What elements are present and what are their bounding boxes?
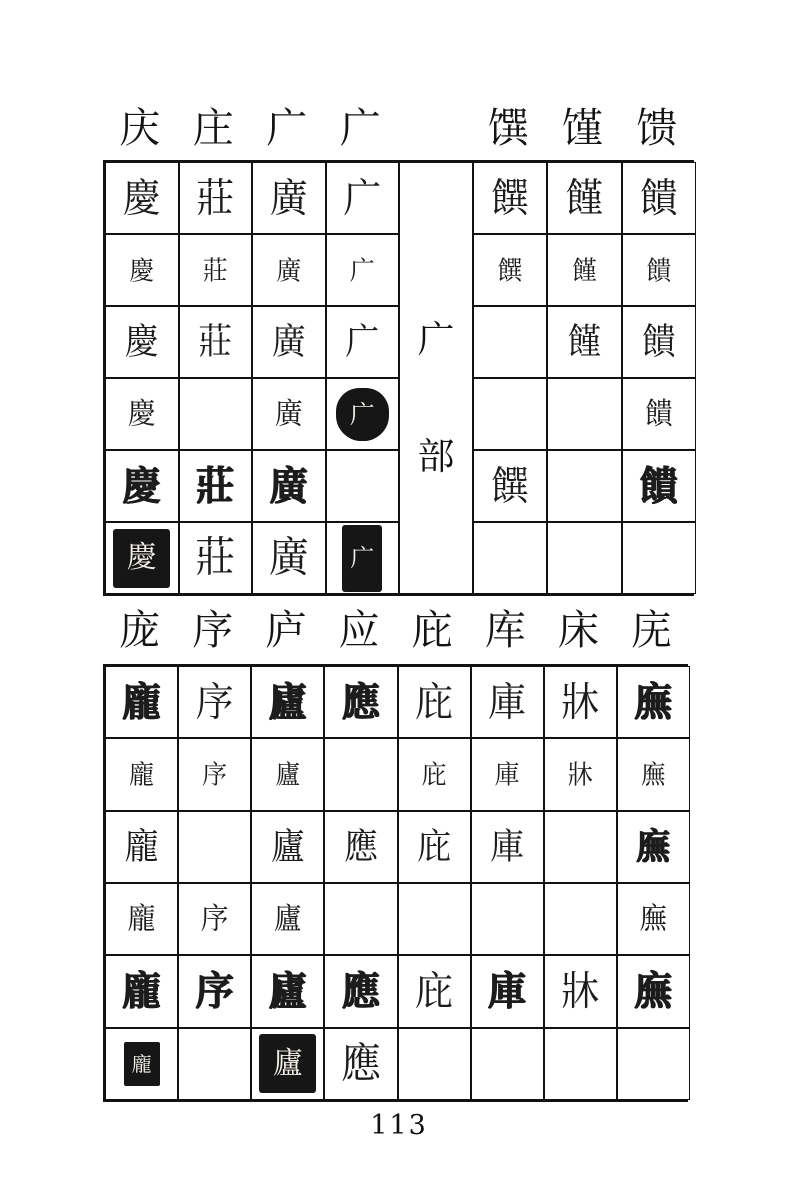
form-cell bbox=[252, 234, 326, 306]
form-cell bbox=[179, 234, 253, 306]
ancient-glyph: 饌 bbox=[497, 254, 523, 286]
form-cell bbox=[617, 811, 690, 883]
header-character: 序 bbox=[192, 605, 234, 654]
seal-glyph: 龐 bbox=[131, 1051, 152, 1076]
ancient-glyph: 慶 bbox=[122, 174, 161, 222]
form-cell bbox=[398, 811, 471, 883]
form-cell bbox=[547, 234, 621, 306]
ancient-glyph: 庇 bbox=[415, 679, 454, 726]
form-cell bbox=[105, 450, 179, 522]
header-character: 广 bbox=[266, 103, 308, 152]
seal-glyph: 慶 bbox=[126, 540, 157, 575]
ancient-glyph: 廣 bbox=[269, 174, 308, 222]
empty-form-cell bbox=[547, 522, 621, 594]
form-cell bbox=[398, 666, 471, 738]
form-cell bbox=[547, 306, 621, 378]
ancient-glyph: 饋 bbox=[646, 254, 672, 286]
form-cell bbox=[178, 955, 251, 1027]
form-cell bbox=[622, 450, 696, 522]
ancient-glyph: 饌 bbox=[491, 462, 530, 510]
ancient-glyph: 莊 bbox=[202, 254, 228, 286]
form-cell bbox=[178, 666, 251, 738]
ancient-glyph: 庫 bbox=[490, 825, 525, 868]
ancient-glyph: 莊 bbox=[195, 533, 236, 583]
empty-form-cell bbox=[398, 1028, 471, 1100]
header-character: 馈 bbox=[636, 103, 678, 152]
ancient-glyph: 庫 bbox=[488, 679, 527, 726]
form-cell bbox=[252, 306, 326, 378]
form-cell bbox=[251, 738, 324, 810]
ancient-glyph: 廡 bbox=[634, 967, 673, 1015]
empty-form-cell bbox=[622, 522, 696, 594]
ancient-glyph: 莊 bbox=[196, 174, 235, 222]
form-cell bbox=[324, 955, 397, 1027]
seal-impression bbox=[259, 1034, 316, 1093]
radical-label-char: 部 bbox=[417, 435, 455, 478]
form-cell bbox=[105, 1028, 178, 1100]
form-cell bbox=[617, 883, 690, 955]
header-character: 床 bbox=[557, 605, 599, 654]
ancient-glyph: 庇 bbox=[417, 825, 452, 868]
form-cell bbox=[473, 450, 547, 522]
ancient-glyph: 牀 bbox=[567, 759, 593, 790]
ancient-glyph: 莊 bbox=[198, 321, 233, 363]
page-number: 113 bbox=[370, 1110, 428, 1141]
form-cell bbox=[473, 234, 547, 306]
radical-section-label bbox=[399, 162, 473, 594]
form-cell bbox=[251, 811, 324, 883]
form-cell bbox=[473, 162, 547, 234]
seal-impression bbox=[336, 388, 389, 441]
seal-glyph: 广 bbox=[350, 544, 375, 572]
form-cell bbox=[398, 955, 471, 1027]
form-cell bbox=[398, 738, 471, 810]
ancient-glyph: 廡 bbox=[639, 901, 668, 936]
ancient-glyph: 應 bbox=[341, 678, 380, 726]
form-cell bbox=[324, 811, 397, 883]
form-cell bbox=[251, 955, 324, 1027]
empty-form-cell bbox=[473, 306, 547, 378]
ancient-glyph: 庇 bbox=[415, 968, 454, 1015]
ancient-glyph: 廣 bbox=[276, 254, 302, 286]
form-cell bbox=[617, 955, 690, 1027]
ancient-glyph: 廬 bbox=[268, 967, 307, 1015]
form-cell bbox=[544, 955, 617, 1027]
ancient-glyph: 龐 bbox=[122, 967, 161, 1015]
form-cell bbox=[544, 738, 617, 810]
empty-form-cell bbox=[544, 811, 617, 883]
empty-form-cell bbox=[473, 522, 547, 594]
form-cell bbox=[252, 450, 326, 522]
ancient-glyph: 廬 bbox=[270, 825, 305, 868]
empty-form-cell bbox=[473, 378, 547, 450]
form-cell bbox=[179, 306, 253, 378]
form-cell bbox=[251, 1028, 324, 1100]
ancient-glyph: 牀 bbox=[561, 968, 600, 1015]
seal-impression bbox=[113, 529, 170, 588]
form-cell bbox=[326, 306, 400, 378]
ancient-glyph: 饌 bbox=[491, 174, 530, 222]
form-cell bbox=[622, 306, 696, 378]
ancient-glyph: 廬 bbox=[268, 678, 307, 726]
form-cell bbox=[105, 883, 178, 955]
header-character: 馔 bbox=[487, 103, 529, 152]
header-character: 庞 bbox=[119, 605, 161, 654]
ancient-glyph: 廣 bbox=[269, 461, 308, 510]
ancient-glyph: 庇 bbox=[421, 759, 447, 790]
ancient-glyph: 饋 bbox=[641, 321, 676, 363]
form-cell bbox=[178, 738, 251, 810]
empty-form-cell bbox=[547, 378, 621, 450]
form-cell bbox=[326, 162, 400, 234]
radical-label-char: 广 bbox=[417, 318, 455, 361]
ancient-glyph: 應 bbox=[340, 1039, 381, 1088]
ancient-glyph: 序 bbox=[200, 901, 229, 936]
ancient-glyph: 慶 bbox=[122, 461, 161, 510]
bottom-forms-table bbox=[103, 664, 688, 1102]
form-cell bbox=[324, 1028, 397, 1100]
ancient-glyph: 應 bbox=[343, 825, 378, 868]
ancient-glyph: 序 bbox=[202, 759, 228, 790]
header-character: 库 bbox=[484, 605, 526, 654]
form-cell bbox=[252, 522, 326, 594]
ancient-glyph: 饉 bbox=[567, 321, 602, 363]
form-cell bbox=[179, 522, 253, 594]
form-cell bbox=[471, 666, 544, 738]
ancient-glyph: 庫 bbox=[494, 759, 520, 790]
ancient-glyph: 序 bbox=[195, 967, 234, 1015]
form-cell bbox=[105, 306, 179, 378]
seal-impression bbox=[342, 525, 382, 592]
ancient-glyph: 慶 bbox=[124, 321, 159, 363]
ancient-glyph: 廣 bbox=[268, 533, 309, 583]
ancient-glyph: 龐 bbox=[127, 901, 156, 936]
ancient-glyph: 饉 bbox=[565, 174, 604, 222]
ancient-glyph: 饉 bbox=[571, 254, 597, 286]
empty-form-cell bbox=[544, 883, 617, 955]
header-character: 应 bbox=[338, 605, 380, 654]
form-cell bbox=[105, 955, 178, 1027]
empty-form-cell bbox=[178, 811, 251, 883]
empty-form-cell bbox=[544, 1028, 617, 1100]
seal-glyph: 广 bbox=[349, 399, 375, 429]
header-character: 庆 bbox=[119, 103, 161, 152]
ancient-glyph: 慶 bbox=[129, 254, 155, 286]
ancient-glyph: 广 bbox=[345, 321, 380, 363]
header-character: 广 bbox=[339, 103, 381, 152]
form-cell bbox=[105, 738, 178, 810]
form-cell bbox=[544, 666, 617, 738]
header-character: 庑 bbox=[630, 605, 672, 654]
ancient-glyph: 牀 bbox=[561, 679, 600, 726]
ancient-glyph: 莊 bbox=[196, 461, 235, 510]
header-character: 庄 bbox=[192, 103, 234, 152]
empty-form-cell bbox=[471, 1028, 544, 1100]
top-header-row bbox=[103, 102, 694, 154]
empty-form-cell bbox=[179, 378, 253, 450]
form-cell bbox=[622, 162, 696, 234]
ancient-glyph: 廣 bbox=[271, 321, 306, 363]
form-cell bbox=[326, 234, 400, 306]
form-cell bbox=[326, 522, 400, 594]
empty-form-cell bbox=[547, 450, 621, 522]
empty-form-cell bbox=[617, 1028, 690, 1100]
ancient-glyph: 广 bbox=[343, 174, 382, 222]
ancient-glyph: 龐 bbox=[122, 678, 161, 726]
header-character: 庐 bbox=[265, 605, 307, 654]
seal-glyph: 廬 bbox=[272, 1045, 303, 1081]
form-cell bbox=[178, 883, 251, 955]
empty-form-cell bbox=[471, 883, 544, 955]
empty-form-cell bbox=[326, 450, 400, 522]
form-cell bbox=[105, 811, 178, 883]
ancient-glyph: 廬 bbox=[275, 759, 301, 790]
ancient-glyph: 饋 bbox=[639, 174, 678, 222]
form-cell bbox=[105, 378, 179, 450]
ancient-glyph: 廣 bbox=[274, 396, 303, 431]
bottom-header-row bbox=[103, 604, 688, 656]
ancient-glyph: 應 bbox=[341, 967, 380, 1015]
form-cell bbox=[105, 522, 179, 594]
form-cell bbox=[622, 378, 696, 450]
empty-form-cell bbox=[398, 883, 471, 955]
ancient-glyph: 廡 bbox=[640, 759, 666, 790]
ancient-glyph: 廡 bbox=[636, 825, 671, 868]
form-cell bbox=[105, 666, 178, 738]
form-cell bbox=[622, 234, 696, 306]
ancient-glyph: 广 bbox=[349, 254, 375, 286]
ancient-glyph: 饋 bbox=[644, 396, 673, 431]
ancient-glyph: 廡 bbox=[634, 678, 673, 726]
ancient-glyph: 慶 bbox=[127, 396, 156, 431]
form-cell bbox=[324, 666, 397, 738]
form-cell bbox=[252, 378, 326, 450]
ancient-glyph: 庫 bbox=[488, 967, 527, 1015]
form-cell bbox=[326, 378, 400, 450]
form-cell bbox=[617, 666, 690, 738]
seal-impression bbox=[124, 1042, 160, 1086]
ancient-glyph: 饋 bbox=[639, 461, 678, 510]
form-cell bbox=[105, 162, 179, 234]
form-cell bbox=[471, 738, 544, 810]
empty-form-cell bbox=[324, 883, 397, 955]
form-cell bbox=[251, 666, 324, 738]
form-cell bbox=[252, 162, 326, 234]
empty-form-cell bbox=[324, 738, 397, 810]
form-cell bbox=[179, 450, 253, 522]
form-cell bbox=[105, 234, 179, 306]
ancient-glyph: 龐 bbox=[129, 759, 155, 790]
ancient-glyph: 廬 bbox=[273, 901, 302, 936]
form-cell bbox=[547, 162, 621, 234]
top-forms-table bbox=[103, 160, 694, 596]
ancient-glyph: 序 bbox=[195, 679, 234, 726]
form-cell bbox=[251, 883, 324, 955]
form-cell bbox=[471, 955, 544, 1027]
empty-form-cell bbox=[178, 1028, 251, 1100]
form-cell bbox=[617, 738, 690, 810]
header-character: 馑 bbox=[561, 103, 603, 152]
form-cell bbox=[179, 162, 253, 234]
form-cell bbox=[471, 811, 544, 883]
ancient-glyph: 龐 bbox=[124, 825, 159, 868]
header-character: 庇 bbox=[411, 605, 453, 654]
